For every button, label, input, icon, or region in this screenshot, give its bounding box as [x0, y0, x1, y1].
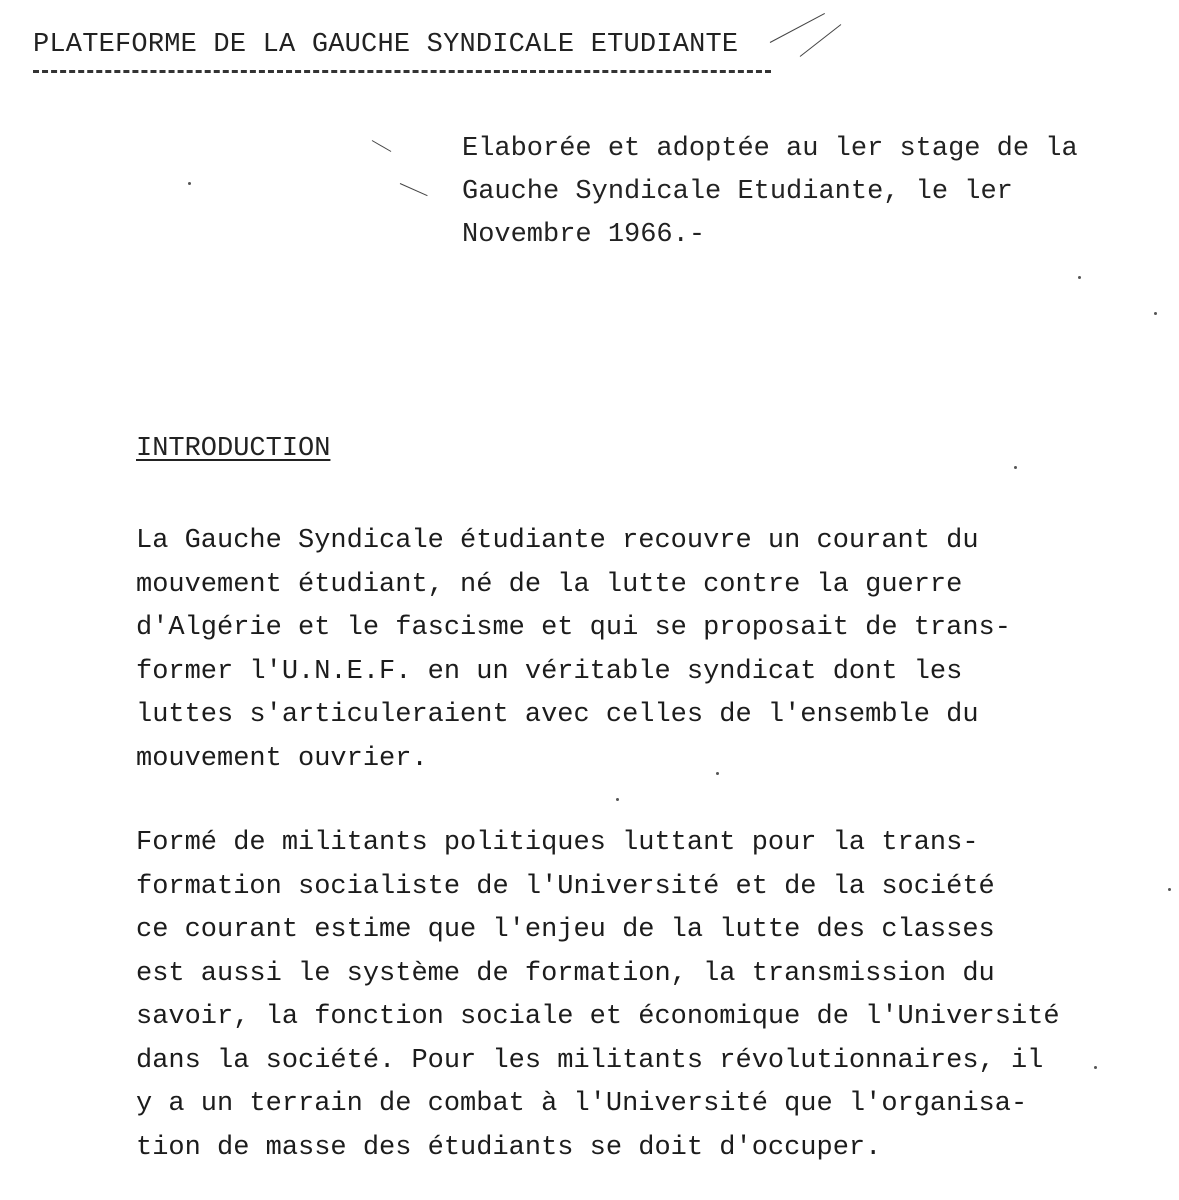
paragraph-line: ce courant estime que l'enjeu de la lutte des classes: [136, 915, 995, 945]
introduction-paragraph-2: [136, 822, 1060, 1170]
paragraph-line: luttes s'articuleraient avec celles de l'ensemble du: [136, 700, 979, 730]
subtitle-line: Gauche Syndicale Etudiante, le ler: [462, 177, 1013, 207]
introduction-paragraph-1: [136, 520, 1011, 781]
paragraph-line: tion de masse des étudiants se doit d'occuper.: [136, 1132, 882, 1163]
paragraph-line: savoir, la fonction sociale et économique de l'Université: [136, 1002, 1060, 1032]
document-title: PLATEFORME DE LA GAUCHE SYNDICALE ETUDIANTE: [33, 30, 739, 60]
scan-speck: [1078, 276, 1081, 279]
subtitle-line: Novembre 1966.-: [462, 220, 706, 250]
paragraph-line: Formé de militants politiques luttant pour la trans-: [136, 828, 979, 858]
paragraph-line: mouvement étudiant, né de la lutte contre la guerre: [136, 569, 963, 600]
scan-speck: [1094, 1066, 1097, 1069]
scan-scratch: [770, 13, 825, 43]
paragraph-line: dans la société. Pour les militants révolutionnaires, il: [136, 1045, 1044, 1076]
scan-speck: [1154, 312, 1157, 315]
paragraph-line: formation socialiste de l'Université et de la société: [136, 871, 995, 902]
title-underline: [33, 70, 771, 73]
paragraph-line: former l'U.N.E.F. en un véritable syndicat dont les: [136, 656, 963, 687]
paragraph-line: d'Algérie et le fascisme et qui se proposait de trans-: [136, 613, 1011, 643]
scan-scratch: [400, 183, 428, 196]
scan-speck: [716, 772, 719, 775]
paragraph-line: y a un terrain de combat à l'Université que l'organisa-: [136, 1089, 1028, 1119]
document-subtitle: [462, 128, 1152, 257]
paragraph-line: La Gauche Syndicale étudiante recouvre un courant du: [136, 526, 979, 556]
subtitle-line: Elaborée et adoptée au ler stage de la: [462, 134, 1078, 164]
scan-speck: [188, 182, 191, 185]
scan-speck: [1014, 466, 1017, 469]
scan-speck: [1168, 888, 1171, 891]
scan-scratch: [800, 24, 842, 57]
paragraph-line: mouvement ouvrier.: [136, 743, 428, 774]
scan-scratch: [372, 140, 392, 152]
paragraph-line: est aussi le système de formation, la transmission du: [136, 958, 995, 989]
scan-speck: [616, 798, 619, 801]
section-heading-introduction: INTRODUCTION: [136, 434, 331, 464]
